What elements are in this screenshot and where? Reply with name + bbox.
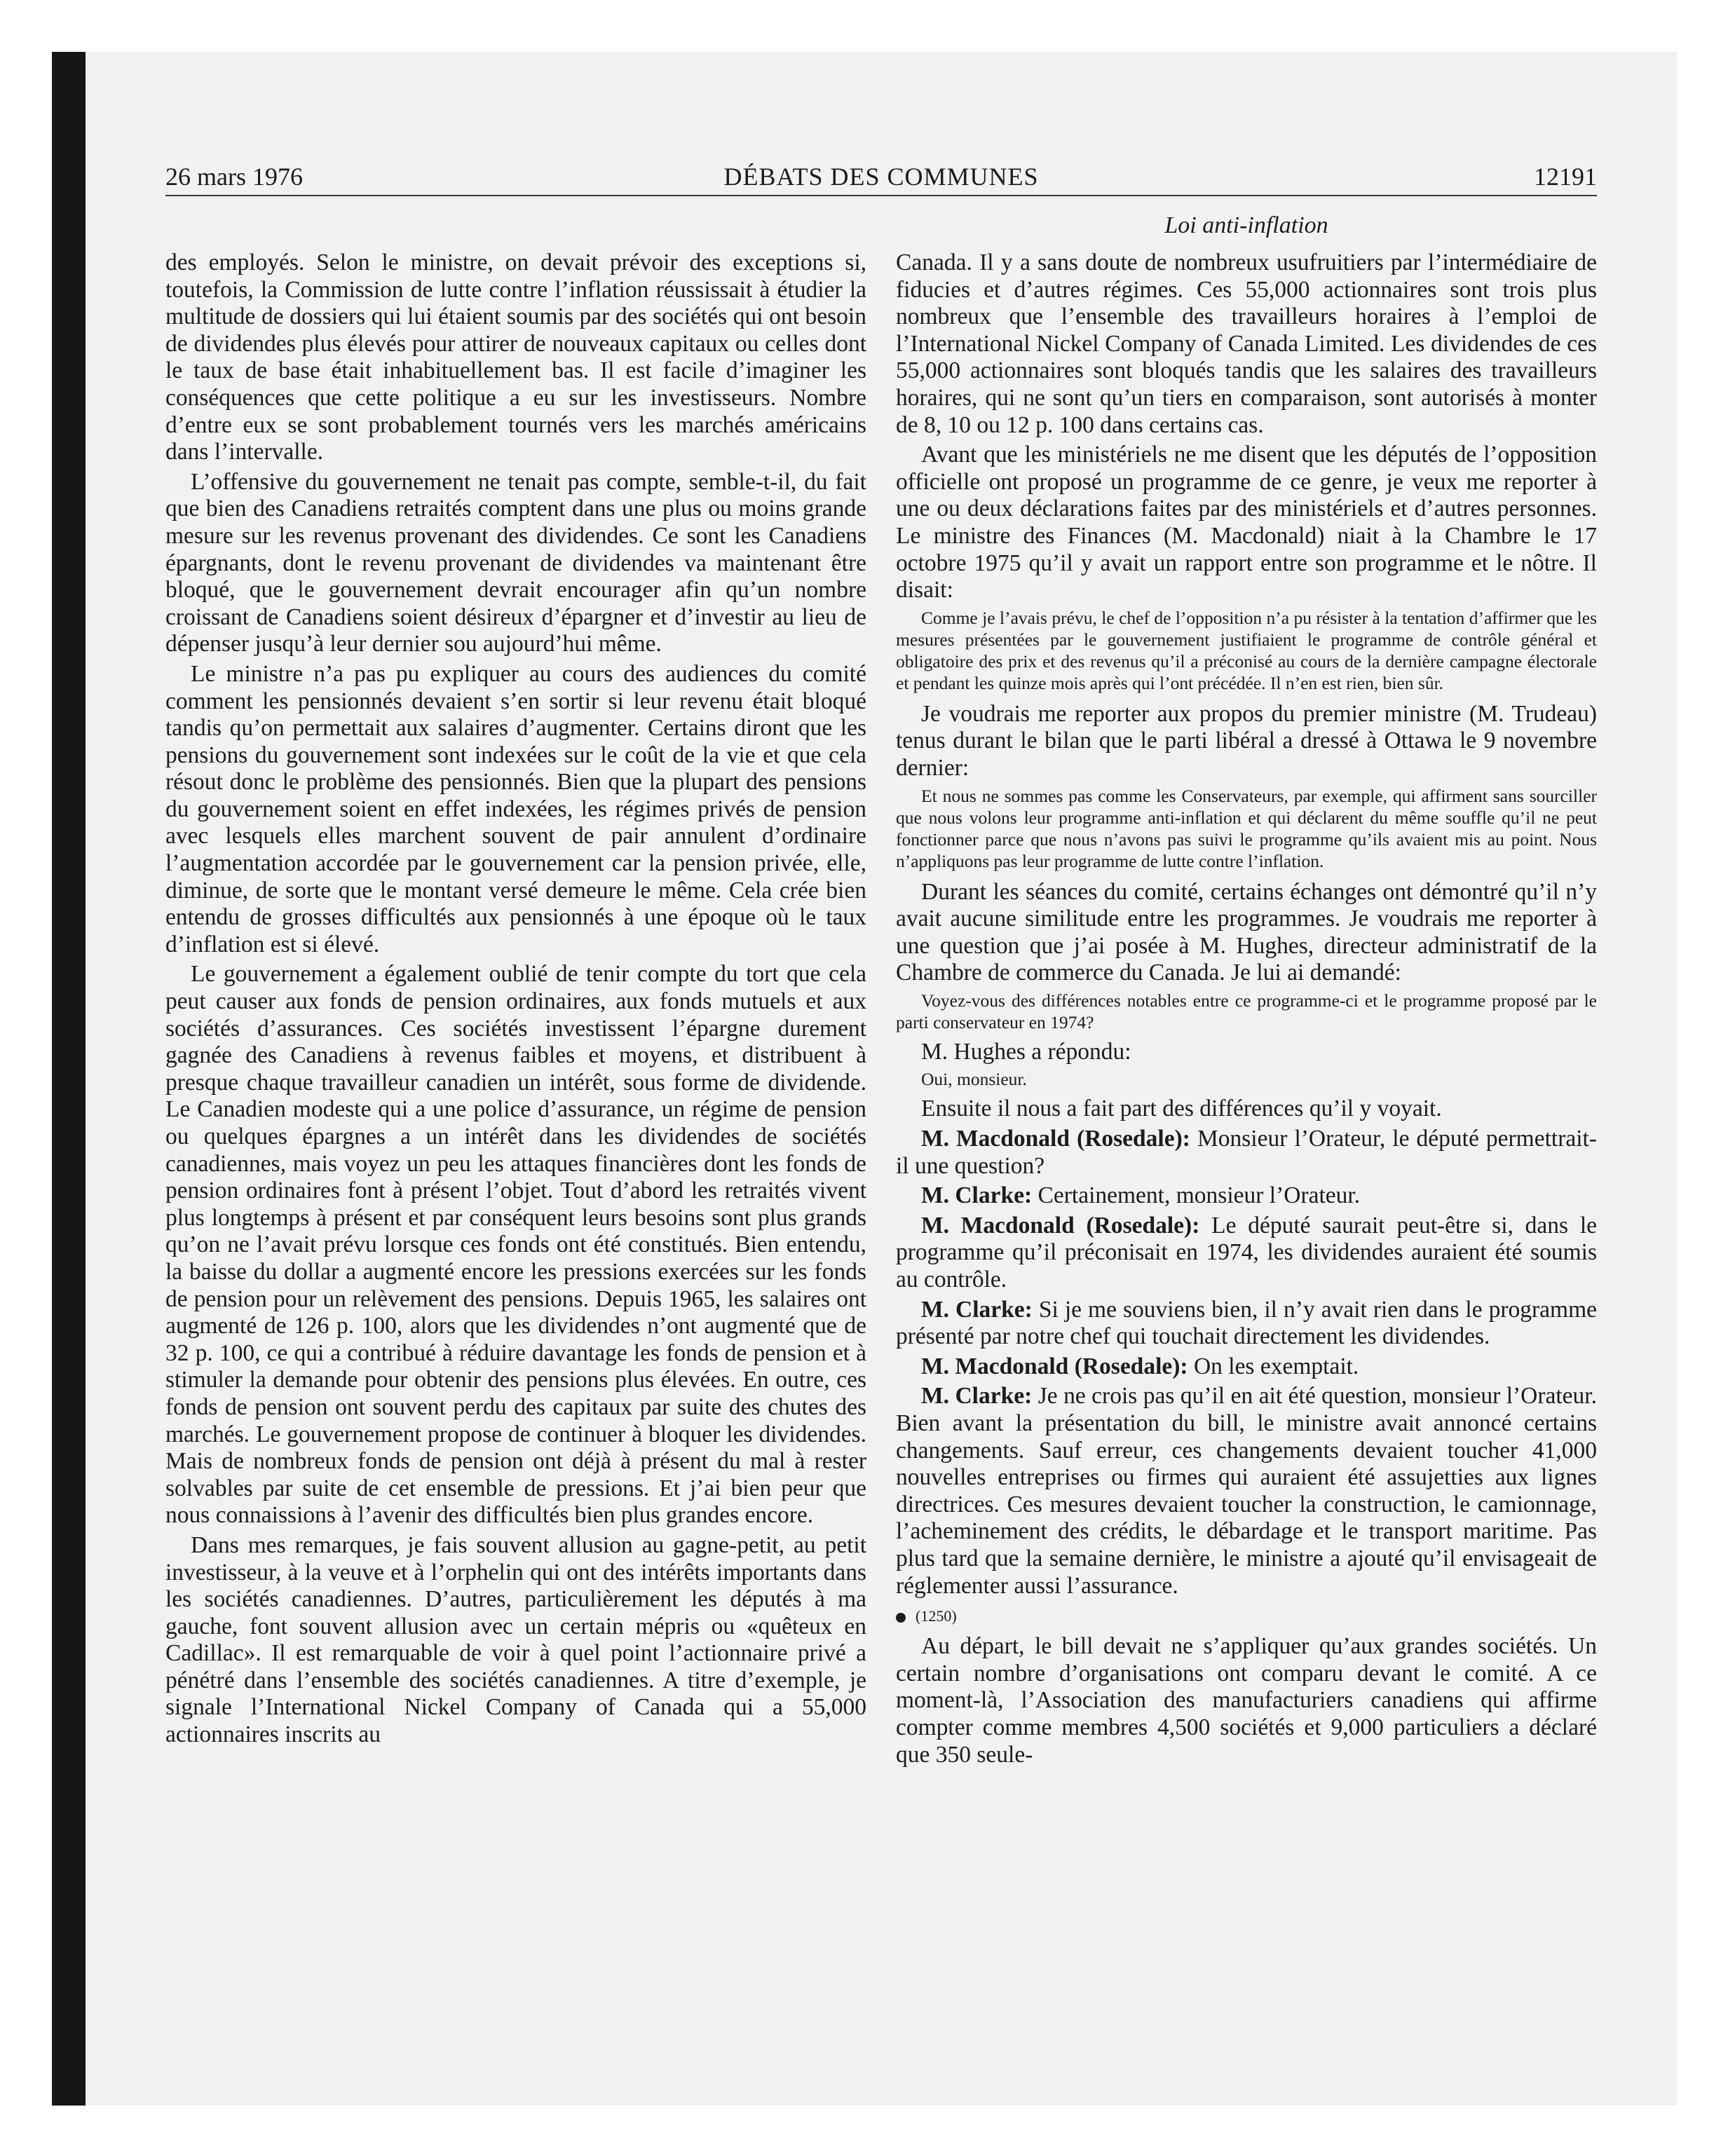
header-date: 26 mars 1976 [165,163,303,191]
paragraph: Le ministre n’a pas pu expliquer au cours des audiences du comité comment les pensionnés devaient s’en sortir si leur revenu était bloqué tandis qu’on permettait aux salaires d’augmenter. Certains diront que les pensions du gouvernement sont indexées sur le coût de la vie et que cela résout donc le problème des pensionnés. Bien que la plupart des pensions du gouvernement soient en effet indexées, les régimes privés de pension avec lesquels elles marchent souvent de pair annulent d’ordinaire l’augmentation accordée par le gouvernement car la pension privée, elle, diminue, de sorte que le montant versé demeure le même. Cela crée bien entendu de grosses difficultés aux pensionnés à une époque où le taux d’inflation est si élevé. [165,660,866,957]
speech-text: Le député saurait peut-être si, dans le programme qu’il préconisait en 1974, les dividendes auraient été soumis au contrôle. [896,1212,1597,1293]
paragraph: Le gouvernement a également oublié de tenir compte du tort que cela peut causer aux fonds de pension ordinaires, aux fonds mutuels et aux sociétés d’assurances. Ces sociétés investissent l’épargne durement gagnée des Canadiens à revenus faibles et moyens, et distribuent à presque chaque travailleur canadien un intérêt, sous forme de dividende. Le Canadien modeste qui a une police d’assurance, un régime de pension ou quelques épargnes a un intérêt dans les dividendes de sociétés canadiennes, mais voyez un peu les attaques financières dont les fonds de pension ordinaires font à présent l’objet. Tout d’abord les retraités vivent plus longtemps à présent et par conséquent leurs besoins sont plus grands qu’on ne l’avait prévu lorsque ces fonds ont été constitués. Bien entendu, la baisse du dollar a augmenté encore les pressions exercées sur les fonds de pension pour un relèvement des pensions. Depuis 1965, les salaires ont augmenté de 126 p. 100, alors que les dividendes n’ont augmenté que de 32 p. 100, ce qui a contribué à réduire davantage les fonds de pension et à stimuler la demande pour obtenir des pensions plus élevées. En outre, ces fonds de pension ont souvent perdu des capitaux par suite des chutes des marchés. Le gouvernement propose de continuer à bloquer les dividendes. Mais de nombreux fonds de pension ont déjà à présent du mal à rester solvables par suite de cet ensemble de pressions. Et j’ai bien peur que nous connaissions à l’avenir des difficultés bien plus grandes encore. [165,961,866,1529]
section-title: Loi anti-inflation [1164,212,1328,238]
speech-paragraph [896,1213,1597,1294]
paragraph: Avant que les ministériels ne me disent que les députés de l’opposition officielle ont proposé un programme de ce genre, je veux me reporter à une ou deux déclarations faites par des ministériels et d’autres personnes. Le ministre des Finances (M. Macdonald) niait à la Chambre le 17 octobre 1975 qu’il y avait un rapport entre son programme et le nôtre. Il disait: [896,442,1597,603]
speech-text: Monsieur l’Orateur, le député permettrait-il une question? [896,1126,1597,1179]
speech-paragraph [896,1297,1597,1351]
speaker-name: M. Macdonald (Rosedale): [921,1212,1200,1239]
block-quote: Oui, monsieur. [921,1069,1027,1090]
block-quote: Comme je l’avais prévu, le chef de l’opposition n’a pu résister à la tentation d’affirmer que les mesures présentées par le gouvernement justifiaient le programme de contrôle général et obligatoire des prix et des revenus qu’il a préconisé au cours de la dernière campagne électorale et pendant les quinze mois après qui l’ont précédée. Il n’en est rien, bien sûr. [896,607,1597,693]
speech-text: On les exemptait. [1193,1353,1359,1379]
speaker-name: M. Clarke: [921,1296,1033,1323]
speaker-name: M. Macdonald (Rosedale): [921,1126,1190,1152]
speech-paragraph [896,1353,1597,1381]
running-header [165,160,1597,193]
right-column [896,250,1597,1771]
header-page-number: 12191 [1534,163,1597,191]
scan-edge-shadow [52,52,86,2106]
speech-paragraph [896,1126,1597,1180]
speech-paragraph [896,1182,1597,1210]
paragraph: Je voudrais me reporter aux propos du premier ministre (M. Trudeau) tenus durant le bilan que le parti libéral a dressé à Ottawa le 9 novembre dernier: [896,700,1597,781]
paragraph: M. Hughes a répondu: [921,1038,1131,1065]
speaker-name: M. Macdonald (Rosedale): [921,1353,1188,1379]
speech-text: Je ne crois pas qu’il en ait été question, monsieur l’Orateur. Bien avant la présentation du bill, le ministre avait annoncé certains changements. Sauf erreur, ces changements devaient toucher 41,000 nouvelles entreprises ou firmes qui auraient été assujetties aux lignes directrices. Ces mesures devaient toucher la construction, le camionnage, l’acheminement des crédits, le débardage et le transport maritime. Pas plus tard que la semaine dernière, le ministre a ajouté qu’il envisageait de réglementer aussi l’assurance. [896,1383,1597,1599]
speaker-name: M. Clarke: [921,1383,1033,1410]
block-quote: Voyez-vous des différences notables entre ce programme-ci et le programme proposé par le parti conservateur en 1974? [896,990,1597,1032]
header-rule [165,195,1597,196]
paragraph: Au départ, le bill devait ne s’appliquer qu’aux grandes sociétés. Un certain nombre d’organisations ont comparu devant le comité. A ce moment-là, l’Association des manufacturiers canadiens qui affirme compter comme membres 4,500 sociétés et 9,000 particuliers a déclaré que 350 seule- [896,1633,1597,1768]
paragraph: des employés. Selon le ministre, on devait prévoir des exceptions si, toutefois, la Commission de lutte contre l’inflation réussissait à étudier la multitude de dossiers qui lui étaient soumis par des sociétés qui ont besoin de dividendes plus élevés pour attirer de nouveaux capitaux ou celles dont le taux de base était inhabituellement bas. Il est facile d’imaginer les conséquences que cette politique a eu sur les investisseurs. Nombre d’entre eux se sont probablement tournés vers les marchés américains dans l’intervalle. [165,250,866,465]
bullet-dot-icon [896,1613,906,1623]
time-marker [896,1602,1597,1630]
time-marker-text: (1250) [916,1607,957,1625]
left-column [165,250,866,1752]
paragraph: Ensuite il nous a fait part des différences qu’il y voyait. [921,1096,1442,1122]
speech-text: Si je me souviens bien, il n’y avait rien dans le programme présenté par notre chef qui touchait directement les dividendes. [896,1296,1598,1350]
paragraph: L’offensive du gouvernement ne tenait pas compte, semble-t-il, du fait que bien des Canadiens retraités comptent dans une plus ou moins grande mesure sur les revenus provenant des dividendes. Ce sont les Canadiens épargnants, dont le revenu provenant de dividendes va maintenant être bloqué, que le gouvernement devrait encourager afin qu’un nombre croissant de Canadiens soient désireux d’épargner et d’investir au lieu de dépenser jusqu’à leur dernier sou aujourd’hui même. [165,468,866,657]
paragraph: Dans mes remarques, je fais souvent allusion au gagne-petit, au petit investisseur, à la veuve et à l’orphelin qui ont des intérêts importants dans les sociétés canadiennes. D’autres, particulièrement les députés à ma gauche, font souvent allusion avec un certain mépris ou «quêteux en Cadillac». Il est remarquable de voir à quel point l’actionnaire privé a pénétré dans l’ensemble des sociétés canadiennes. A titre d’exemple, je signale l’International Nickel Company of Canada qui a 55,000 actionnaires inscrits au [165,1531,866,1748]
speech-paragraph [896,1383,1597,1599]
paragraph: Durant les séances du comité, certains échanges ont démontré qu’il n’y avait aucune similitude entre les programmes. Je voudrais me reporter à une question que j’ai posée à M. Hughes, directeur administratif de la Chambre de commerce du Canada. Je lui ai demandé: [896,878,1597,986]
block-quote: Et nous ne sommes pas comme les Conservateurs, par exemple, qui affirment sans sourciller que nous volons leur programme anti-inflation et qui déclarent du même souffle qu’il ne peut fonctionner parce que nous n’avons pas suivi le programme qu’ils avaient mis au point. Nous n’appliquons pas leur programme de lutte contre l’inflation. [896,785,1597,871]
header-title: DÉBATS DES COMMUNES [723,163,1039,191]
paragraph: Canada. Il y a sans doute de nombreux usufruitiers par l’intermédiaire de fiducies et d’autres régimes. Ces 55,000 actionnaires sont trois plus nombreux que l’ensemble des travailleurs horaires à l’emploi de l’International Nickel Company of Canada Limited. Les dividendes de ces 55,000 actionnaires sont bloqués tandis que les salaires des travailleurs horaires, qui ne sont qu’un tiers en comparaison, sont autorisés à monter de 8, 10 ou 12 p. 100 dans certains cas. [896,250,1597,438]
speaker-name: M. Clarke: [921,1182,1033,1209]
speech-text: Certainement, monsieur l’Orateur. [1037,1182,1361,1209]
